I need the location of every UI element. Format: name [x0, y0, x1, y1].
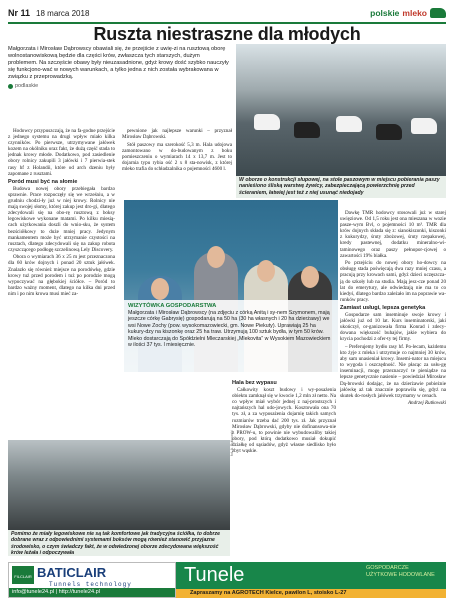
paragraph: Po przejściu do nowej obory ho-dowcy na obsługę stada poświęcają dwa razy mniej czasu, a pracują przy krowach sami, gdyż dzieci uczęszcza-ją do szkoły lub na studia. Mają jesz-cze ponad 20 lat do emerytury, ale odwiedzają nie ma to co kiedyś, dlatego bardzo zależało im na poprawie wa-runków pracy. [340, 260, 446, 303]
issue-date: 18 marca 2018 [36, 8, 90, 18]
paragraph: pewnione jak najlepsze warunki – przyznał Mirosław Dąbrowski. [122, 128, 232, 141]
region-tag [8, 83, 230, 90]
ad-contact[interactable]: info@tunele24.pl | http://tunele24.pl [9, 588, 175, 597]
face [301, 266, 319, 288]
face [151, 278, 169, 300]
brand-text-b: mleko [402, 8, 427, 18]
photo-caption-1: W oborze o konstrukcji słupowej, na stole paszowym w miejscu pobierania paszy nanieśiono śliską warstwę żywicy, zabezpieczającą powierzchnię przed ścieraniem, łatwiej jest też z niej usunąć niedojady [236, 176, 446, 198]
paragraph: Stół paszowy ma szerokość 5,3 m. Hala udojowa zamontowano w do-budowanym z boku pomieszczeniu o wymiarach 14 x 13,7 m. Jest to dojarnia typu rybia ość 2 x 8 sta-nowisk, z której mleko trafia do schładzalnika o pojemności 4600 l. [122, 141, 232, 173]
issue-number: Nr 11 [8, 8, 31, 18]
tunele-tagline: GOSPODARCZE UŻYTKOWE HODOWLANE [366, 565, 435, 578]
cow-figure [294, 122, 320, 138]
photo-credit: fot. A. Rutkowski [230, 430, 234, 456]
cow-figure [376, 124, 402, 140]
photo-caption-3: Pomimo że miały legowiskowe nie są tak komfortowe jak tradycyjna ściółka, to dobrze dobrane wraz z odpowiednimi systemami boksów mogą również stanowić przyjazne środowisko, o czym świadczy fakt, że w odwiedzonej oborze zdecydowana większość krów leżała i odpoczywała [8, 530, 230, 556]
baticlair-logo: BATICLAIR [37, 565, 107, 580]
advertisement [8, 562, 446, 598]
face [207, 246, 225, 268]
article-lead [8, 46, 230, 90]
subheading: Hala bez wypasu [232, 380, 277, 386]
brand-logo [370, 8, 446, 18]
barn-photo [236, 44, 446, 176]
ad-invitation: Zapraszamy na AGROTECH Kielce, pawilon L, stoisko L-27 [176, 589, 446, 598]
brand-text-a: polskie [370, 8, 400, 18]
paragraph: Dawkę TMR hodowcy stosowali już w starej uwięziowe. Od 1,5 roku jest ona mieszana w wozie pasze-wym Bvl, o pojemności 10 m³. TMR dla krów dojnych składa się z: sianokiszonki, kiszonki z kukurydzy, śruty zbożowej, śruty rzepakowej, kredy pastewnej, dodatku mineralno-wi-taminowego oraz paszy pełnopor-cjowej o zawartości 19% białka. [340, 210, 446, 259]
column-1 [8, 128, 115, 488]
article-title: Ruszta niestraszne dla młodych [93, 24, 361, 44]
paragraph: Obora o wymiarach 36 x 25 m jest przeznaczona dla 60 krów dojnych i ponad 20 sztuk jałówek. Znalazło się również miejsce na porodówkę, gdzie krowy tuż przed porodem i tuż po porodzie mogą wypoczywać na głębokiej ściółce. – Poród to bardzo ważny moment, dlatego na kilka dni przed nim i po nim krowa musi mieć za- [8, 254, 115, 297]
filclair-badge: FILCLAIR [12, 566, 34, 584]
column-2 [122, 128, 232, 188]
ad-baticlair[interactable] [8, 562, 176, 598]
lead-text: Małgorzata i Mirosław Dąbrowscy obawiali się, że przejście z uwię-zi na rusztową oborę wolnostanowiskową będzie dla części krów, zwłaszcza tych starszych, dużym problemem. Na szczęście obawy były nieuzasadnione, gdyż krowy dość szybko nauczyły się funkcjono-wać w nowych warunkach, a tylko jedna z nich została wybrakowana w związku z przeprowadzką. [8, 46, 229, 80]
face [257, 260, 275, 282]
farm-profile-box [124, 300, 338, 372]
paragraph: Hodowcy przypuszczają, że na fa-godne przejście z jednego systemu na drugi wpływ miało kilka czynników. Po pierwsze, utrzymywane jałówek kozem na okólniku oraz fakt, że dużą część stada to jednak krowy młode. Dodatkowo, pod zasiedlenie obory rolnicy zakupili 3 jałówki i 7 pierwia-stek rasy hf z Holandii, które od arch dzeniu były zapomane z rusztami. [8, 128, 115, 177]
cow-icon [430, 8, 446, 18]
column-3 [340, 210, 446, 550]
farm-profile-text: Małgorzata i Mirosław Dąbrowscy (na zdjęciu z córką Anitą i sy-nem Szymonem, mają jeszcze córkę Gabrysię) gospodarują na 50 ha (30 ha własnych i 20 ha dzierżawy) we wsi Nowe Zochy (pow. wysokomazowiecki, gm. Nowe Piekuty). Uprawiają 25 ha kukury-dzy na kiszonkę oraz 25 ha traw. Utrzymują 100 sztuk bydła, w tym 50 krów. Mleko dostarczają do Spółdzielni Mleczarskiej „Mlekovita” w Wysokiem Mazowieckiem w ilości 37 tys. l miesięcznie. [128, 309, 331, 348]
baticlair-subtitle: Tunnels technology [49, 581, 132, 588]
cows-resting-photo [8, 440, 230, 530]
cow-figure [336, 116, 362, 132]
farm-profile-label: WIZYTÓWKA GOSPODARSTWA [128, 303, 217, 309]
page-header [8, 4, 446, 24]
region-label: podlaskie [15, 83, 39, 89]
paragraph: Całkowity koszt budowy i wy-posażenia obiektu zamknął się w kwocie 1,2 mln zł netto. Na co wpływ miał wybór jednej z naj-prostszych i najtańszych hal udo-jowych. Kosztowała ona 70 tys. zł, a za wyposażenia dojarnię takich samych rozmiarów trzeba dać 200 tys. zł. Jak przyznał Mirosław Dąbrowski, gdyby nie dofinansowa-nie z PROW-u, to powinie nie wybudowaliby takiej obory, pod którą dodatkowo musiał dokupić działkę od sąsiadów, gdyż własne siedlisko było zbyt wąskie. [232, 387, 336, 455]
location-pin-icon [8, 84, 13, 89]
paragraph: – Preferujemy bydło rasy hf. Po-lecam, każdemu kto żyje z mleka i utrzymuje co najmniej 30 krów, aby sam unasieniał krowy. Insemi-nator na miejscu to wygoda i oszczędność. Nie płacąc za usłu-gę inseminacji, mogę przeznaczyć te pieniądze na lepsze genetycznie nasienie – powiedział Mirosław Dą-browski dodając, że na dzierżawie pobieżnie jałówkę aż tak znacznie poprawiła się, gdyż na skutek do-rosłych jałówek trzymamy w cenach. [340, 343, 446, 399]
tunele-logo: Tunele [184, 564, 245, 586]
cow-figure [411, 118, 437, 134]
column-4 [232, 378, 336, 556]
paragraph: Gospodarze sam inseminuje swoje krowy i jałówki już od 10 lat. Kurs inseminatorski, jaki ukończył, or-ganizowała firma Konrad i zdecy-dowana większość buhajów, jakie wybiera do krycia pochodzi z ofer-ty tej firmy. [340, 312, 446, 343]
ad-tunele[interactable] [176, 562, 446, 598]
cow-figure [254, 114, 280, 130]
author: Andrzej Rutkowski [407, 400, 446, 407]
paragraph: Budowa nowej obory przebiegała bardzo sprawnie. Prace rozpoczęły się we wrześniu, a w grudniu chodzi-ły już w niej krowy. Rolnicy nie mają swojej słomy, której zakup jest dro-gi, dlatego zdecydowali się na obo-rę rusztową z boksy legowiskowe wykonane matami. Po kilku miesią-cach użytkowania doszli do wnio-sku, że system bezściółkowy to duże mniej pracy. Jedynym mankamentem może być utrzymanie czystości na rusztach, dlatego zdecydowali się na zakup robota czyszczącego podłogę szczelinową Lely Discovery. [8, 185, 115, 253]
subheading: Zamiast usługi, lepsza genetyka [340, 304, 426, 311]
subheading: Poród musi być na słomie [8, 178, 78, 185]
